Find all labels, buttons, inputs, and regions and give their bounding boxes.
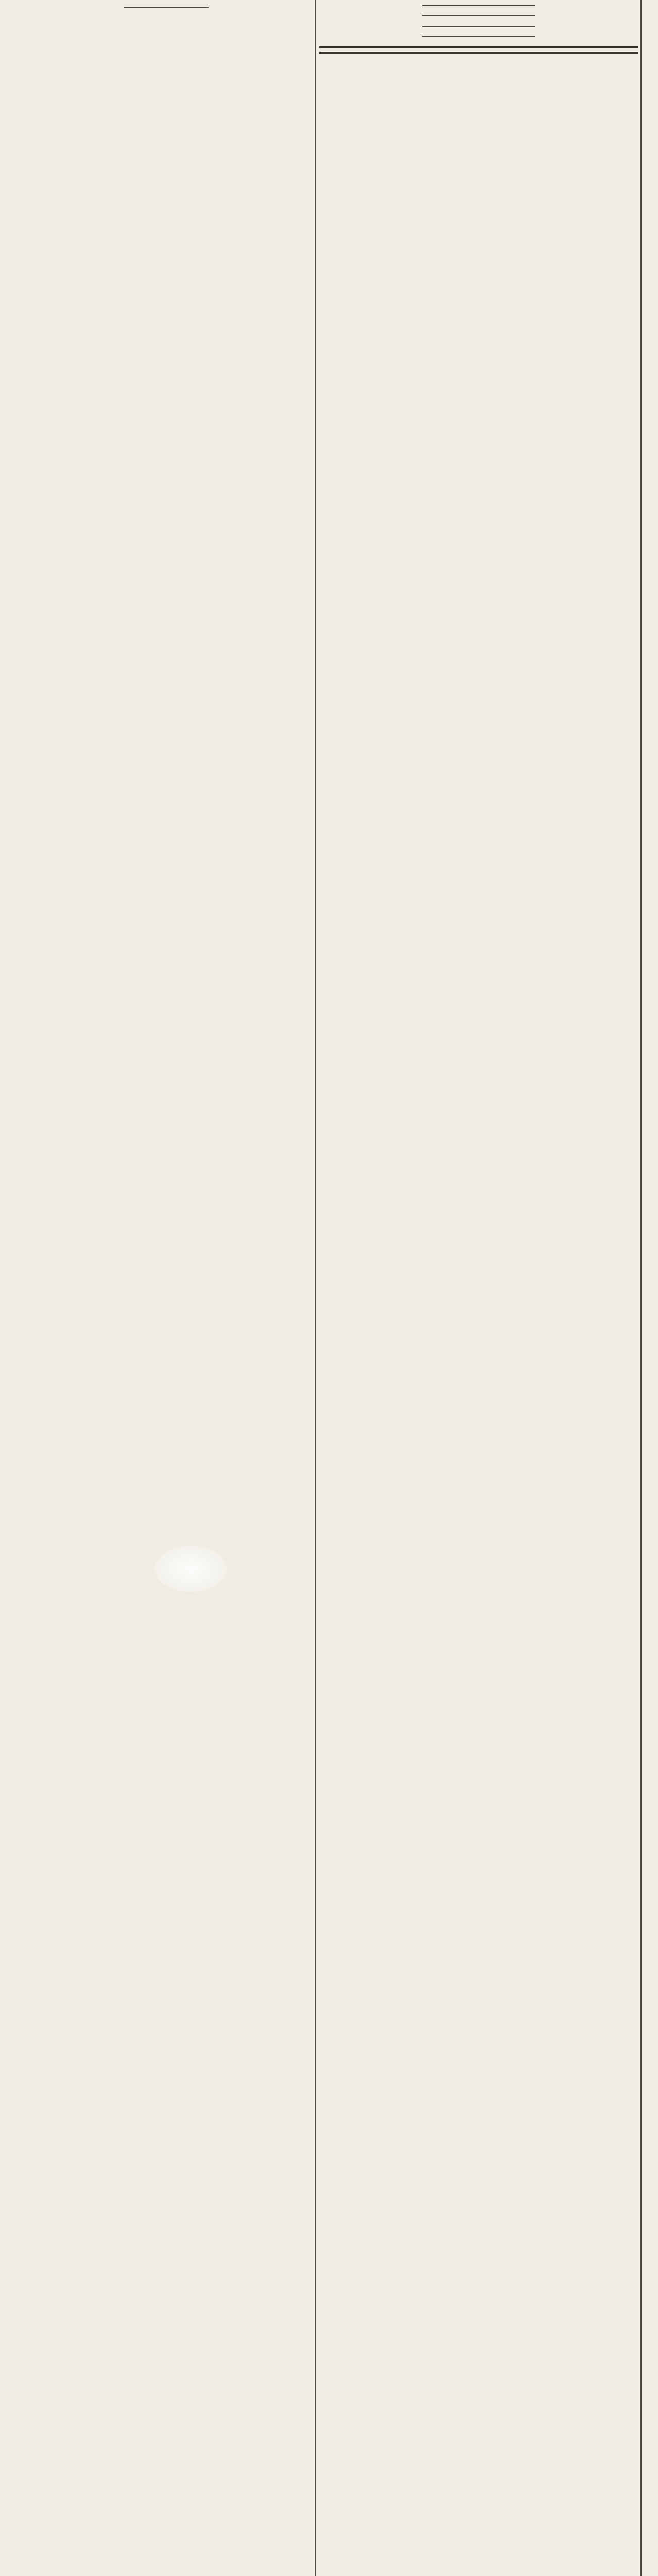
divider — [124, 7, 209, 8]
left-margin-fragments — [0, 0, 19, 2576]
divider — [422, 26, 535, 27]
divider — [422, 5, 535, 6]
column-rule-right — [640, 0, 642, 2576]
column-right — [319, 0, 638, 2576]
right-margin-fragments — [644, 0, 658, 2576]
section-head-advertisements — [319, 46, 638, 54]
divider — [422, 15, 535, 16]
column-left — [21, 0, 311, 2576]
column-rule-center — [315, 0, 316, 2576]
print-smudge — [154, 1546, 227, 1592]
divider — [422, 36, 535, 37]
